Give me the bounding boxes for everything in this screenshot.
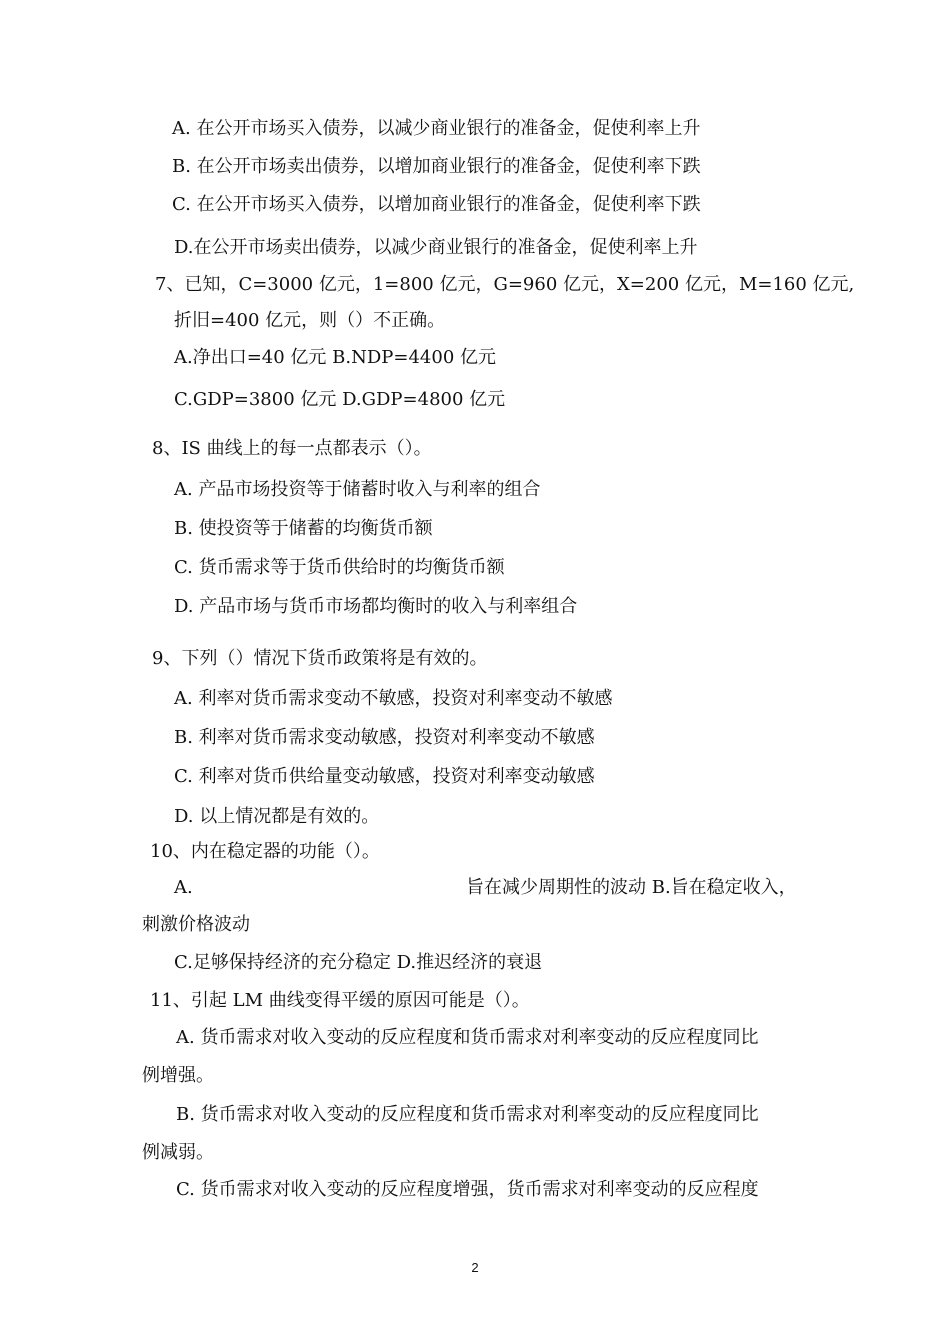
q7-options-cd: C.GDP=3800 亿元 D.GDP=4800 亿元 (174, 389, 506, 410)
q11-option-c-line1: C. 货币需求对收入变动的反应程度增强，货币需求对利率变动的反应程度 (176, 1179, 759, 1200)
q9-option-b: B. 利率对货币需求变动敏感，投资对利率变动不敏感 (174, 727, 595, 748)
q9-stem: 9、下列（）情况下货币政策将是有效的。 (152, 648, 488, 669)
q6-option-b: B. 在公开市场卖出债券，以增加商业银行的准备金，促使利率下跌 (172, 156, 701, 177)
q9-option-a: A. 利率对货币需求变动不敏感，投资对利率变动不敏感 (174, 688, 613, 709)
q6-option-c: C. 在公开市场买入债券，以增加商业银行的准备金，促使利率下跌 (172, 194, 701, 215)
q11-option-a-line2: 例增强。 (142, 1065, 214, 1086)
q7-stem-line1: 7、已知，C=3000 亿元，1=800 亿元，G=960 亿元，X=200 亿元，M=160 亿元, (155, 274, 855, 295)
q10-option-a-continuation: 刺激价格波动 (142, 914, 250, 935)
q6-option-a: A. 在公开市场买入债券，以减少商业银行的准备金，促使利率上升 (172, 118, 701, 139)
q11-option-b-line2: 例减弱。 (142, 1142, 214, 1163)
q7-options-ab: A.净出口=40 亿元 B.NDP=4400 亿元 (174, 347, 497, 368)
q11-option-a-line1: A. 货币需求对收入变动的反应程度和货币需求对利率变动的反应程度同比 (176, 1027, 759, 1048)
q10-options-cd: C.足够保持经济的充分稳定 D.推迟经济的衰退 (174, 952, 543, 973)
q11-stem: 11、引起 LM 曲线变得平缓的原因可能是（）。 (150, 990, 530, 1011)
page-number: 2 (471, 1260, 479, 1275)
q8-option-a: A. 产品市场投资等于储蓄时收入与利率的组合 (174, 479, 541, 500)
q6-option-d: D.在公开市场卖出债券，以减少商业银行的准备金，促使利率上升 (174, 237, 698, 258)
q8-option-d: D. 产品市场与货币市场都均衡时的收入与利率组合 (174, 596, 578, 617)
q9-option-d: D. 以上情况都是有效的。 (174, 806, 380, 827)
q10-stem: 10、内在稳定器的功能（）。 (150, 841, 380, 862)
q9-option-c: C. 利率对货币供给量变动敏感，投资对利率变动敏感 (174, 766, 595, 787)
q10-option-a-label: A. (174, 877, 193, 898)
q8-option-c: C. 货币需求等于货币供给时的均衡货币额 (174, 557, 505, 578)
q8-option-b: B. 使投资等于储蓄的均衡货币额 (174, 518, 433, 539)
q7-stem-line2: 折旧=400 亿元，则（）不正确。 (174, 310, 446, 331)
q8-stem: 8、IS 曲线上的每一点都表示（）。 (152, 438, 432, 459)
q10-option-a-text: 旨在减少周期性的波动 B.旨在稳定收入， (466, 877, 797, 898)
q11-option-b-line1: B. 货币需求对收入变动的反应程度和货币需求对利率变动的反应程度同比 (176, 1104, 759, 1125)
